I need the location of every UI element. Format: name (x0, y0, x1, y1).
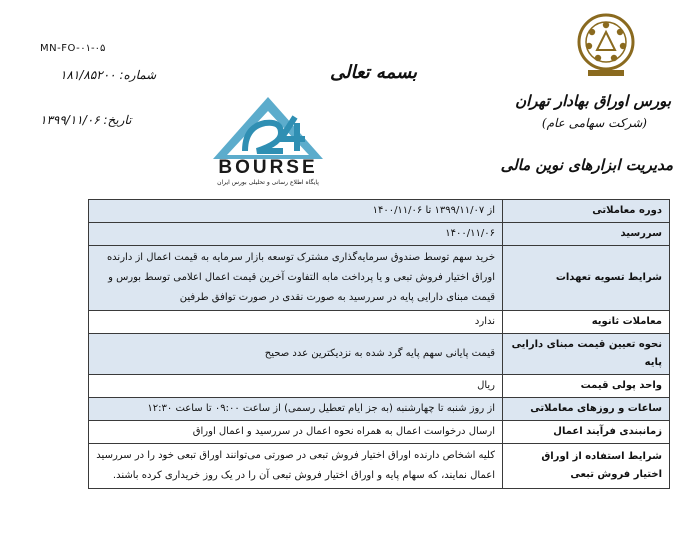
row-value: ارسال درخواست اعمال به همراه نحوه اعمال در سررسید و اعمال اوراق (89, 421, 503, 444)
specification-table (88, 199, 670, 489)
table-row (89, 334, 670, 375)
number-label: شماره: (119, 68, 157, 82)
bourse24-logo (183, 93, 353, 187)
row-value: از روز شنبه تا چهارشنبه (به جز ایام تعطیل رسمی) از ساعت ۰۹:۰۰ تا ساعت ۱۲:۳۰ (89, 398, 503, 421)
table-row (89, 398, 670, 421)
date-label: تاریخ: (103, 113, 132, 127)
form-code: MN-FO-۰۱-۰۵ (40, 43, 106, 54)
department-name: مدیریت ابزارهای نوین مالی (500, 156, 673, 174)
letter-number (60, 68, 156, 82)
org-subtitle: (شرکت سهامی عام) (541, 116, 647, 130)
row-value: ندارد (89, 311, 503, 334)
row-key: معاملات ثانویه (503, 311, 670, 334)
table-row (89, 223, 670, 246)
number-value: ۱۸۱/۸۵۲۰۰ (60, 68, 116, 82)
row-key: زمانبندی فرآیند اعمال (503, 421, 670, 444)
row-key: دوره معاملاتی (503, 200, 670, 223)
table-row (89, 444, 670, 489)
row-key: شرایط تسویه تعهدات (503, 246, 670, 311)
row-key: ساعات و روزهای معاملاتی (503, 398, 670, 421)
row-value: قیمت پایانی سهم پایه گرد شده به نزدیکترین عدد صحیح (89, 334, 503, 375)
row-key: شرایط استفاده از اوراق اختیار فروش تبعی (503, 444, 670, 489)
row-key: واحد پولی قیمت (503, 375, 670, 398)
row-key: سررسید (503, 223, 670, 246)
bismillah-heading: بسمه تعالی (330, 62, 418, 83)
row-key: نحوه تعیین قیمت مبنای دارایی پایه (503, 334, 670, 375)
table-row (89, 200, 670, 223)
logo-wordmark: BOURSE (218, 157, 318, 178)
table-row (89, 421, 670, 444)
row-value: ریال (89, 375, 503, 398)
row-value: از ۱۳۹۹/۱۱/۰۷ تا ۱۴۰۰/۱۱/۰۶ (89, 200, 503, 223)
letter-date (40, 113, 131, 127)
table-row (89, 375, 670, 398)
row-value: خرید سهم توسط صندوق سرمایه‌گذاری مشترک توسعه بازار سرمایه به قیمت اعمال از دارنده اوراق اختیار فروش تبعی و یا پرداخت مابه التفاوت آخرین قیمت اعمال اعلامی توسط بورس و قیمت مبنای دارایی پایه در سررسید به صورت نقدی در صورت توافق طرفین (89, 246, 503, 311)
table-row (89, 246, 670, 311)
date-value: ۱۳۹۹/۱۱/۰۶ (40, 113, 100, 127)
table-row (89, 311, 670, 334)
row-value: ۱۴۰۰/۱۱/۰۶ (89, 223, 503, 246)
tse-emblem-icon (576, 12, 636, 78)
row-value: کلیه اشخاص دارنده اوراق اختیار فروش تبعی در صورتی می‌توانند اوراق تبعی خود را در سررسید اعمال نمایند، که سهام پایه و اوراق اختیار فروش تبعی آن را در یک روز خریداری کرده باشند. (89, 444, 503, 489)
org-title: بورس اوراق بهادار تهران (515, 92, 671, 110)
logo-caption: پایگاه اطلاع رسانی و تحلیلی بورس ایران (217, 179, 319, 186)
